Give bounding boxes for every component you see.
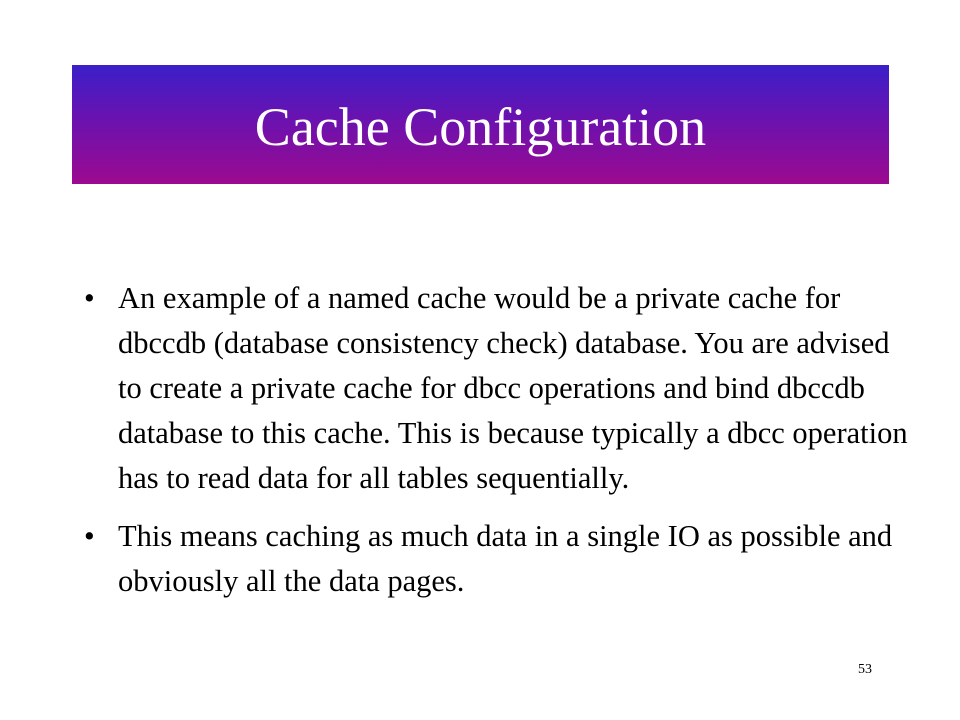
bullet-text: An example of a named cache would be a private cache for dbccdb (database consistency check) database. You are advised to create a private cache for dbcc operations and bind dbccdb database to this cache. This is because typically a dbcc operation has to read data for all tables sequentially. [118, 281, 908, 495]
title-banner [72, 65, 889, 184]
bullet-list [84, 276, 914, 617]
page-number: 53 [858, 662, 872, 677]
bullet-marker-icon: • [84, 281, 95, 315]
slide-title: Cache Configuration [254, 96, 707, 157]
bullet-text: This means caching as much data in a single IO as possible and obviously all the data pages. [118, 519, 893, 598]
bullet-item [84, 514, 914, 604]
bullet-marker-icon: • [84, 519, 95, 553]
bullet-item [84, 276, 914, 501]
